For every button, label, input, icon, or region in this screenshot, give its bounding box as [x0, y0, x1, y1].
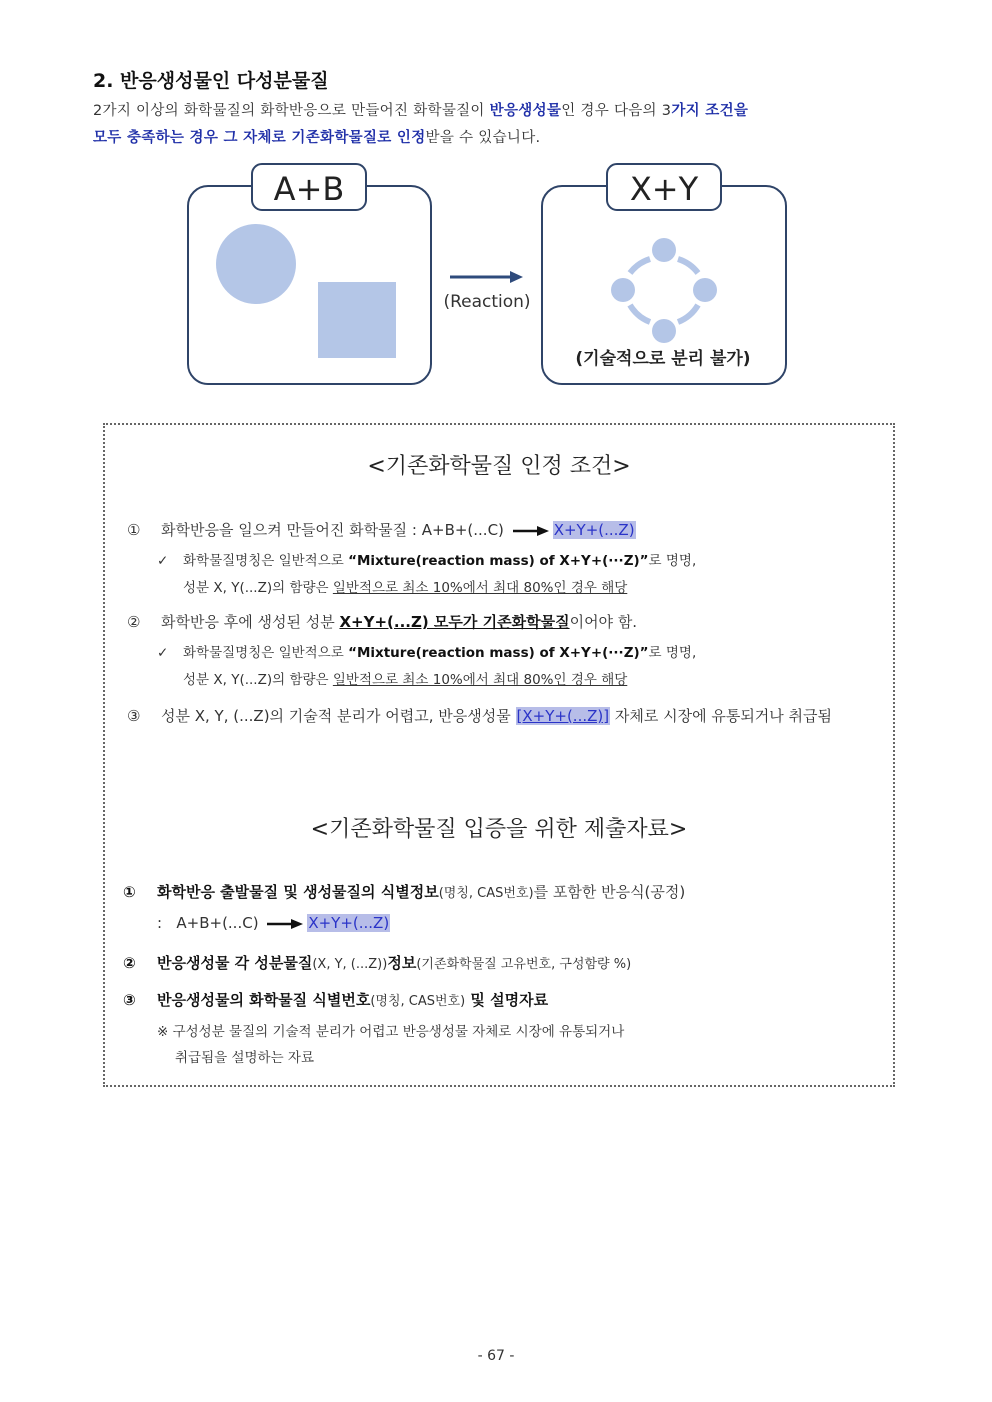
- condition-2-note-1: ✓ 화학물질명칭은 일반적으로 “Mixture(reaction mass) of X+Y+(···Z)”로 명명,: [157, 645, 697, 661]
- section-title: 2. 반응생성물인 다성분물질: [93, 70, 329, 92]
- reactant-circle-shape: [216, 224, 296, 304]
- condition-1: [127, 519, 636, 540]
- arrow-right-icon: [513, 526, 549, 536]
- page-number: - 67 -: [477, 1348, 515, 1364]
- submission-3: ③ 반응생성물의 화학물질 식별번호(명칭, CAS번호) 및 설명자료: [123, 991, 549, 1009]
- conditions-heading: <기존화학물질 인정 조건>: [367, 454, 631, 479]
- submission-1-equation: : A+B+(...C) X+Y+(...Z): [157, 914, 390, 932]
- condition-1-note-1: ✓ 화학물질명칭은 일반적으로 “Mixture(reaction mass) of X+Y+(···Z)”로 명명,: [157, 553, 697, 569]
- conditions-box: [103, 423, 895, 1087]
- condition-2: ② 화학반응 후에 생성된 성분 X+Y+(...Z) 모두가 기존화학물질이어야 함.: [127, 613, 638, 631]
- condition-1-note-2: 성분 X, Y(...Z)의 함량은 일반적으로 최소 10%에서 최대 80%인 경우 해당: [183, 580, 628, 596]
- condition-3: ③ 성분 X, Y, (...Z)의 기술적 분리가 어렵고, 반응생성물 [X+Y+(...Z)] 자체로 시장에 유통되거나 취급됨: [127, 707, 833, 725]
- condition-1-text: 화학반응을 일으켜 만들어진 화학물질 : A+B+(...C): [161, 521, 504, 539]
- condition-3-highlight: [X+Y+(...Z)]: [516, 707, 610, 725]
- condition-3-number: ③: [127, 707, 141, 725]
- intro-text-3: 받을 수 있습니다.: [425, 130, 541, 146]
- product-label: X+Y: [629, 170, 699, 208]
- reactant-label: A+B: [273, 170, 345, 208]
- condition-2-number: ②: [127, 613, 141, 631]
- intro-text-1: 2가지 이상의 화학물질의 화학반응으로 만들어진 화학물질이: [93, 103, 490, 119]
- checkmark-icon: ✓: [157, 553, 169, 569]
- arrow-right-icon: [267, 919, 303, 929]
- condition-2-note-2: 성분 X, Y(...Z)의 함량은 일반적으로 최소 10%에서 최대 80%인 경우 해당: [183, 672, 628, 688]
- submission-3-note-1: ※ 구성성분 물질의 기술적 분리가 어렵고 반응생성물 자체로 시장에 유통되거나: [157, 1024, 625, 1040]
- submission-heading: <기존화학물질 입증을 위한 제출자료>: [310, 817, 688, 842]
- submission-2: ② 반응생성물 각 성분물질(X, Y, (...Z))정보(기존화학물질 고유번호, 구성함량 %): [123, 954, 632, 972]
- submission-1: ① 화학반응 출발물질 및 생성물질의 식별정보(명칭, CAS번호)를 포함한 반응식(공정): [123, 883, 686, 901]
- submission-2-number: ②: [123, 954, 136, 972]
- reaction-diagram: [0, 0, 992, 400]
- intro-highlight-1: 반응생성물: [489, 103, 562, 119]
- checkmark-icon: ✓: [157, 645, 169, 661]
- condition-1-result: X+Y+(...Z): [553, 521, 635, 539]
- submission-1-result: X+Y+(...Z): [308, 914, 390, 932]
- condition-2-bold: X+Y+(...Z) 모두가 기존화학물질: [339, 613, 570, 631]
- intro-highlight-2: 가지 조건을: [671, 103, 749, 119]
- submission-1-number: ①: [123, 883, 136, 901]
- submission-3-note-2: 취급됨을 설명하는 자료: [175, 1050, 314, 1066]
- intro-highlight-3: 모두 충족하는 경우 그 자체로 기존화학물질로 인정: [93, 130, 426, 146]
- reaction-label: (Reaction): [443, 292, 531, 312]
- intro-text-2: 인 경우 다음의 3: [561, 103, 672, 119]
- condition-1-number: ①: [127, 521, 141, 539]
- reaction-arrow-head: [510, 271, 523, 283]
- inseparable-caption: (기술적으로 분리 불가): [575, 349, 751, 369]
- reactant-square-shape: [318, 282, 396, 358]
- submission-3-number: ③: [123, 991, 136, 1009]
